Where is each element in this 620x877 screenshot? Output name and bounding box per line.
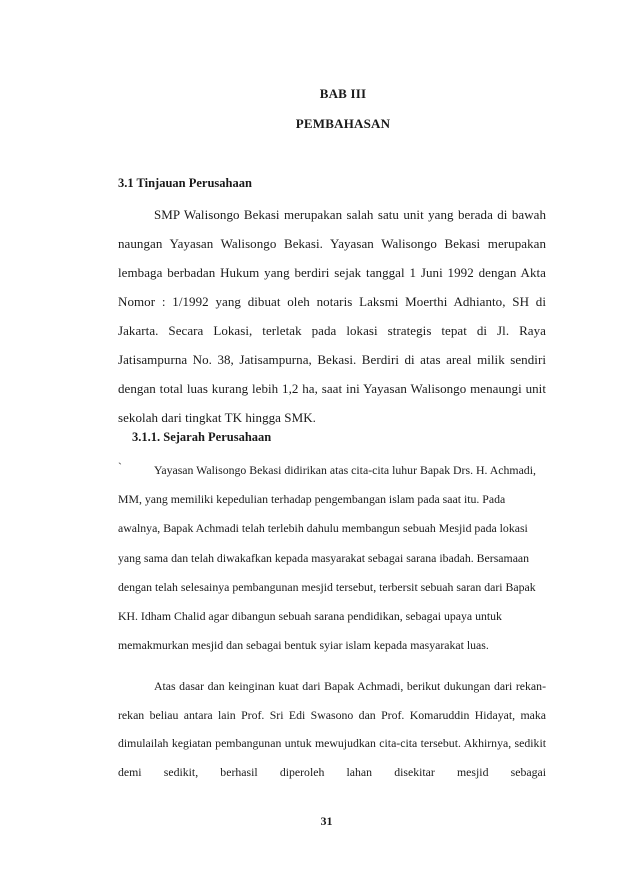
- history-paragraph-2: Atas dasar dan keinginan kuat dari Bapak Achmadi, berikut dukungan dari rekan-rekan beliau antara lain Prof. Sri Edi Swasono dan Prof. Komaruddin Hidayat, maka dimulailah kegiatan pembangunan untuk mewujudkan cita-cita tersebut. Akhirnya, sedikit demi sedikit, berhasil diperoleh lahan disekitar mesjid sebagai: [118, 679, 546, 779]
- stray-mark: `: [118, 460, 122, 474]
- section-paragraph: SMP Walisongo Bekasi merupakan salah satu unit yang berada di bawah naungan Yayasan Walisongo Bekasi. Yayasan Walisongo Bekasi merupakan lembaga berbadan Hukum yang berdiri sejak tanggal 1 Juni 1992 dengan Akta Nomor : 1/1992 yang dibuat oleh notaris Laksmi Moerthi Adhianto, SH di Jakarta. Secara Lokasi, terletak pada lokasi strategis tepat di Jl. Raya Jatisampurna No. 38, Jatisampurna, Bekasi. Berdiri di atas areal milik sendiri dengan total luas kurang lebih 1,2 ha, saat ini Yayasan Walisongo menaungi unit sekolah dari tingkat TK hingga SMK.: [118, 207, 546, 425]
- chapter-label: BAB III: [319, 86, 367, 101]
- subsection-heading: 3.1.1. Sejarah Perusahaan: [132, 430, 272, 444]
- chapter-title: PEMBAHASAN: [295, 116, 391, 131]
- page-number: 31: [320, 814, 333, 828]
- section-heading: 3.1 Tinjauan Perusahaan: [118, 176, 252, 190]
- history-paragraph-1: Yayasan Walisongo Bekasi didirikan atas cita-cita luhur Bapak Drs. H. Achmadi, MM, yang memiliki kepedulian terhadap pengembangan islam pada saat itu. Pada awalnya, Bapak Achmadi telah terlebih dahulu membangun sebuah Mesjid pada lokasi yang sama dan telah diwakafkan kepada masyarakat sebagai sarana ibadah. Bersamaan dengan telah selesainya pembangunan mesjid tersebut, terbersit sebuah saran dari Bapak KH. Idham Chalid agar dibangun sebuah sarana pendidikan, sebagai upaya untuk memakmurkan mesjid dan sebagai bentuk syiar islam kepada masyarakat luas.: [118, 463, 536, 653]
